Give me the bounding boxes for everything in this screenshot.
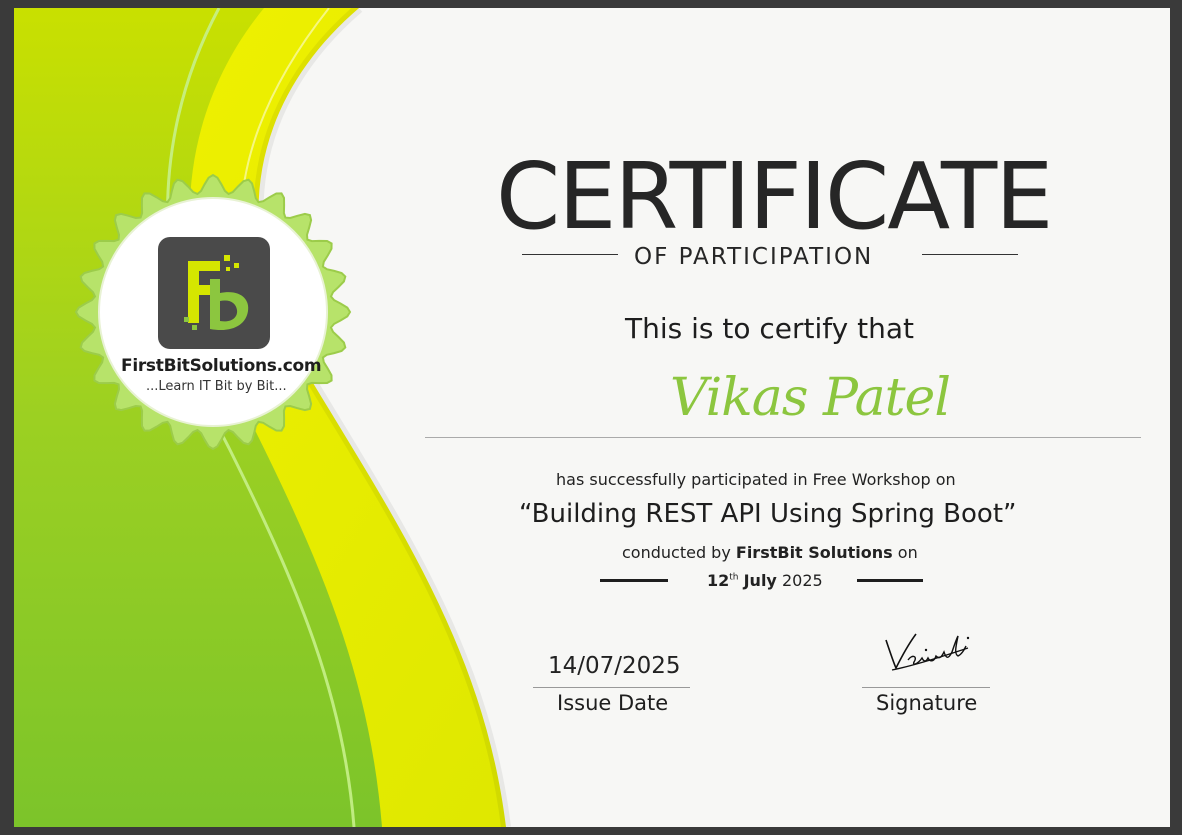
issue-date-value: 14/07/2025 (548, 653, 681, 679)
date-rule-right (857, 579, 923, 582)
certificate-page (14, 8, 1170, 827)
recipient-name: Vikas Patel (670, 368, 950, 428)
event-year: 2025 (781, 571, 823, 590)
certify-line: This is to certify that (625, 312, 914, 345)
certificate-subtitle: OF PARTICIPATION (634, 244, 874, 270)
signature-label: Signature (876, 691, 978, 715)
firstbit-logo-icon (158, 237, 270, 349)
event-date (707, 571, 823, 590)
event-day-suffix: th (729, 572, 739, 583)
badge-brand-name: FirstBitSolutions.com (121, 356, 322, 376)
issue-date-line (533, 687, 690, 688)
signature-line (862, 687, 990, 688)
name-underline (425, 437, 1141, 438)
certificate-title: CERTIFICATE (496, 143, 1052, 250)
participation-description: has successfully participated in Free Workshop on (556, 470, 956, 489)
conducted-prefix: conducted by (622, 543, 736, 562)
issue-date-label: Issue Date (557, 691, 669, 715)
date-rule-left (600, 579, 668, 582)
event-month: July (743, 571, 777, 590)
course-title: “Building REST API Using Spring Boot” (519, 499, 1017, 529)
conducted-org: FirstBit Solutions (735, 543, 893, 562)
conducted-by-line (622, 543, 918, 562)
conducted-suffix: on (892, 543, 918, 562)
event-day: 12 (707, 571, 730, 590)
subtitle-rule-right (922, 254, 1018, 255)
badge-tagline: ...Learn IT Bit by Bit... (146, 379, 287, 394)
signature-image (882, 626, 972, 676)
subtitle-rule-left (522, 254, 618, 255)
